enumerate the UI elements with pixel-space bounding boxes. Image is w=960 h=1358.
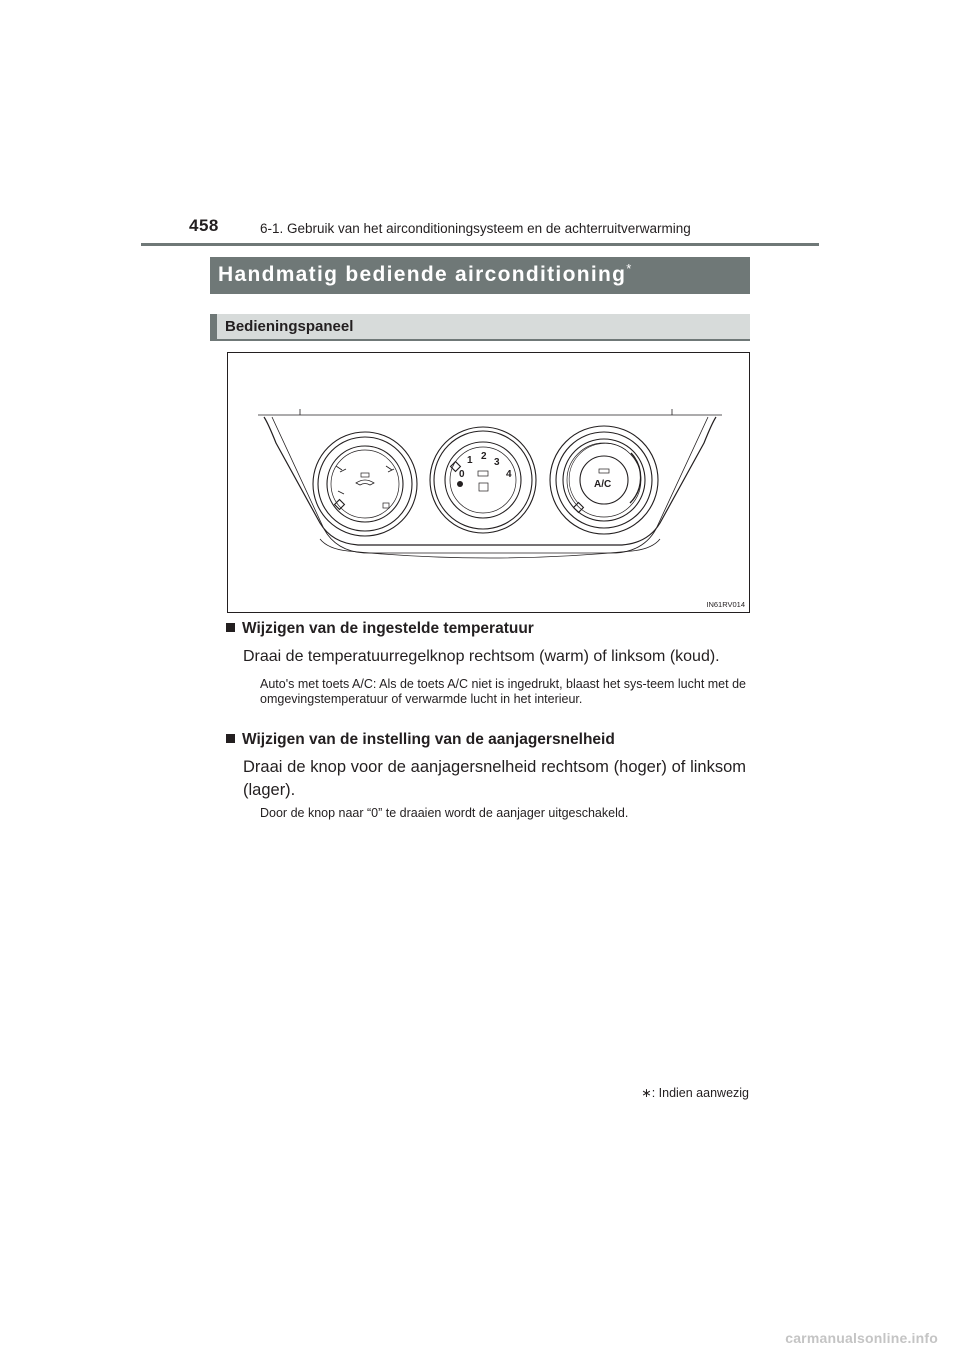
- section-title: Handmatig bediende airconditioning: [218, 263, 627, 286]
- blower-label-1: 1: [467, 455, 473, 466]
- section-title-bar: [210, 257, 750, 294]
- block-heading-blower: [226, 731, 615, 749]
- blower-label-0: 0: [459, 469, 465, 480]
- block-heading-text: Wijzigen van de ingestelde temperatuur: [242, 620, 534, 637]
- page-number: 458: [189, 216, 219, 235]
- body-text-temperature: Draai de temperatuurregelknop rechtsom (warm) of linksom (koud).: [243, 648, 720, 665]
- watermark: carmanualsonline.info: [785, 1330, 938, 1346]
- header-rule: [141, 243, 819, 246]
- control-panel-illustration: [227, 352, 750, 613]
- figure-code: IN61RV014: [706, 600, 745, 609]
- blower-speed-dial: [430, 427, 536, 533]
- square-bullet-icon: [226, 734, 235, 743]
- fan-icon: [457, 481, 463, 487]
- subsection-accent: [210, 314, 217, 339]
- blower-label-4: 4: [506, 469, 512, 480]
- note-text-temperature: Auto's met toets A/C: Als de toets A/C niet is ingedrukt, blaast het sys-teem lucht met de omgevingstemperatuur of verwarmde lucht in het interieur.: [260, 677, 746, 706]
- panel-bezel: [264, 417, 716, 545]
- block-heading-temperature: [226, 620, 534, 638]
- square-bullet-icon: [226, 623, 235, 632]
- ac-button-label: A/C: [594, 479, 612, 490]
- blower-label-2: 2: [481, 451, 487, 462]
- control-panel-drawing: [228, 353, 751, 614]
- block-heading-text: Wijzigen van de instelling van de aanjagersnelheid: [242, 731, 615, 748]
- air-outlet-dial: [313, 432, 417, 536]
- note-text-blower: Door de knop naar “0” te draaien wordt de aanjager uitgeschakeld.: [260, 806, 629, 820]
- section-title-marker: *: [626, 261, 632, 276]
- blower-label-3: 3: [494, 457, 500, 468]
- subsection-title: Bedieningspaneel: [225, 318, 354, 335]
- footnote: ∗: Indien aanwezig: [641, 1086, 749, 1100]
- subsection-bar: [210, 314, 750, 341]
- running-header: 6-1. Gebruik van het airconditioningsysteem en de achterruitverwarming: [260, 221, 691, 236]
- body-text-blower: Draai de knop voor de aanjagersnelheid rechtsom (hoger) of linksom (lager).: [243, 758, 746, 799]
